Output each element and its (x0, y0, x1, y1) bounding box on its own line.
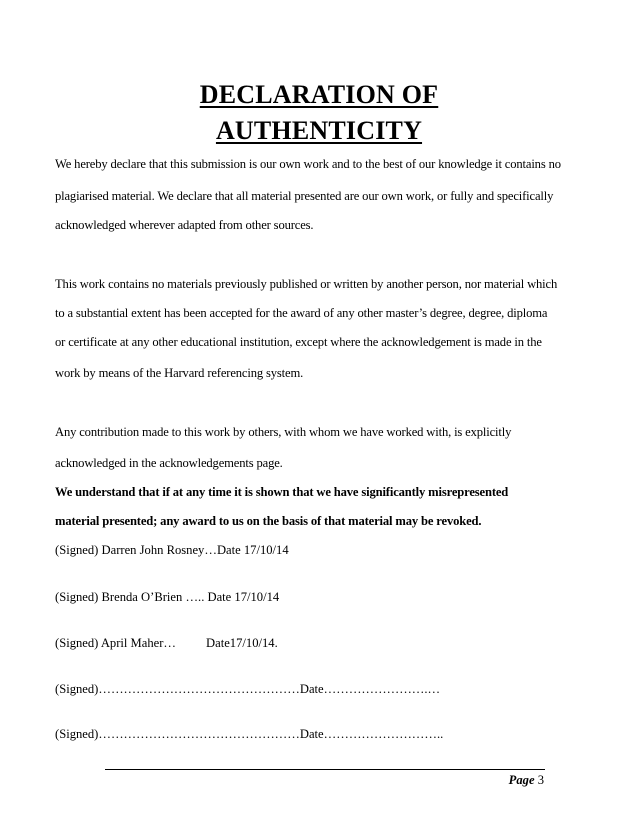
signature-april-name: (Signed) April Maher… (55, 636, 177, 650)
paragraph-line: This work contains no materials previously published or written by another person, nor material which (55, 277, 558, 291)
signature-april (55, 636, 278, 651)
paragraph-line: We hereby declare that this submission is our own work and to the best of our knowledge it contains no (55, 157, 561, 171)
signature-darren: (Signed) Darren John Rosney…Date 17/10/14 (55, 543, 289, 557)
paragraph-line: plagiarised material. We declare that all material presented are our own work, or fully and specifically (55, 189, 554, 203)
paragraph-line: work by means of the Harvard referencing system. (55, 366, 304, 380)
page-footer (509, 773, 544, 788)
title-line-1: DECLARATION OF (199, 80, 439, 109)
bold-statement-line: material presented; any award to us on the basis of that material may be revoked. (55, 514, 482, 528)
paragraph-line: or certificate at any other educational institution, except where the acknowledgement is made in the (55, 335, 542, 349)
signature-blank-1: (Signed)…………………………………………Date…………………….… (55, 682, 441, 696)
signature-april-date: Date17/10/14. (206, 636, 278, 650)
paragraph-line: acknowledged in the acknowledgements page. (55, 456, 283, 470)
signature-brenda: (Signed) Brenda O’Brien ….. Date 17/10/14 (55, 590, 280, 604)
paragraph-line: Any contribution made to this work by others, with whom we have worked with, is explicitly (55, 425, 512, 439)
page-label: Page (508, 773, 535, 787)
footer-rule (105, 769, 545, 770)
page-number: 3 (537, 773, 544, 787)
paragraph-line: acknowledged wherever adapted from other sources. (55, 218, 314, 232)
bold-statement-line: We understand that if at any time it is shown that we have significantly misrepresented (55, 485, 509, 499)
paragraph-line: to a substantial extent has been accepted for the award of any other master’s degree, degree, diploma (55, 306, 548, 320)
signature-blank-2: (Signed)…………………………………………Date……………………….. (55, 727, 444, 741)
title-line-2: AUTHENTICITY (215, 116, 423, 145)
